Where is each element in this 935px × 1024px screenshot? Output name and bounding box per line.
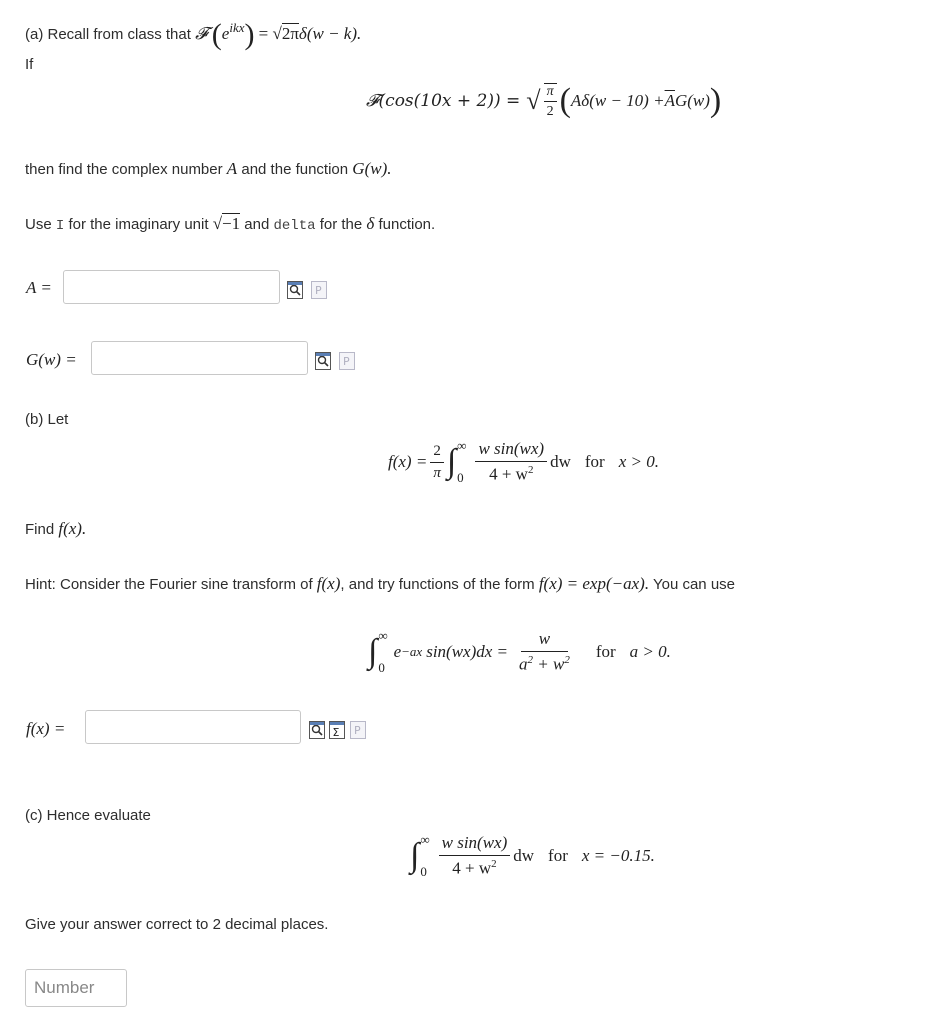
part-c-heading: (c) Hence evaluate bbox=[25, 807, 151, 824]
hint-text: Hint: Consider the Fourier sine transform of bbox=[25, 576, 313, 593]
hint-exp: −ax bbox=[401, 644, 423, 659]
then-a: A bbox=[226, 159, 238, 178]
answer-a-input[interactable] bbox=[63, 270, 280, 304]
hint-int-lower: 0 bbox=[378, 660, 385, 675]
integral-sign: ∫ bbox=[410, 837, 420, 874]
recall-exponent: ikx bbox=[229, 20, 245, 35]
label-a: A = bbox=[26, 278, 52, 297]
equation-g: G(w) bbox=[674, 91, 710, 110]
integrand-exp: 2 bbox=[527, 463, 534, 476]
use-sqrt: −1 bbox=[222, 214, 241, 233]
use-text-3: and bbox=[244, 216, 270, 233]
for-word: for bbox=[548, 846, 568, 865]
hint-numerator: w bbox=[521, 630, 568, 652]
recall-line: (a) Recall from class that 𝓕 $(e^{ikx}) = √2\pi\delta(w - k)$. bbox=[25, 18, 362, 51]
integrand-exp: 2 bbox=[491, 857, 497, 870]
recall-delta: δ(w − k). bbox=[298, 24, 362, 43]
fourier-operator: 𝓕 bbox=[195, 24, 208, 44]
hint-text-3: You can use bbox=[652, 576, 736, 593]
find-f: f(x). bbox=[58, 519, 87, 538]
int-upper: ∞ bbox=[457, 438, 467, 453]
condition: x > 0. bbox=[618, 452, 659, 471]
integrand-numerator: w sin(wx) bbox=[475, 440, 547, 462]
hint-sin: sin(wx)dx = bbox=[426, 642, 509, 661]
coef-denominator: π bbox=[433, 464, 441, 481]
decimals-instruction: Give your answer correct to 2 decimal places. bbox=[25, 916, 329, 933]
hint-int-upper: ∞ bbox=[378, 628, 388, 643]
int-upper: ∞ bbox=[420, 832, 430, 847]
sigma-icon[interactable] bbox=[329, 721, 345, 739]
use-delta: δ bbox=[366, 214, 375, 233]
svg-text:P: P bbox=[343, 355, 350, 368]
hint-cond: a > 0. bbox=[629, 642, 671, 661]
int-lower: 0 bbox=[457, 470, 464, 485]
then-text: then find the complex number bbox=[25, 161, 223, 178]
use-line: Use I for the imaginary unit √−1 and delta for the δ function. bbox=[25, 214, 436, 234]
preview-icon[interactable] bbox=[309, 721, 325, 739]
math-palette-icon[interactable] bbox=[350, 721, 366, 739]
preview-icon[interactable] bbox=[287, 281, 303, 299]
recall-text: (a) Recall from class that bbox=[25, 26, 191, 43]
label-f: f(x) = bbox=[26, 719, 66, 738]
dw: dw bbox=[550, 452, 571, 471]
hint-den-exp: 2 bbox=[527, 653, 534, 666]
svg-text:P: P bbox=[354, 724, 361, 737]
code-i: I bbox=[55, 218, 65, 234]
f-definition bbox=[388, 434, 659, 490]
coef-numerator: 2 bbox=[430, 443, 444, 463]
sqrt-numerator: π bbox=[544, 84, 557, 102]
use-text: Use bbox=[25, 216, 52, 233]
use-text-4: for the bbox=[319, 216, 363, 233]
equation-inner: Aδ(w − 10) + bbox=[570, 91, 665, 110]
dw: dw bbox=[513, 846, 535, 865]
hint-integral bbox=[368, 624, 671, 680]
hint-e: e bbox=[393, 642, 402, 661]
svg-text:P: P bbox=[315, 284, 322, 297]
equation-lhs: 𝓕(cos(10x + 2)) = bbox=[366, 91, 521, 111]
then-line bbox=[25, 159, 392, 179]
part-b-heading: (b) Let bbox=[25, 411, 69, 428]
then-mid: and the function bbox=[241, 161, 349, 178]
answer-f-input[interactable] bbox=[85, 710, 301, 744]
number-input[interactable] bbox=[25, 969, 127, 1007]
equation-abar: $\overline{A}$ bbox=[664, 91, 675, 110]
label-g: G(w) = bbox=[26, 350, 77, 369]
int-lower: 0 bbox=[420, 864, 427, 879]
integral-sign: ∫ bbox=[446, 443, 457, 480]
hint-form: f(x) = exp(−ax). bbox=[538, 574, 650, 593]
integrand-denominator: 4 + w bbox=[489, 464, 528, 484]
preview-icon[interactable] bbox=[315, 352, 331, 370]
hint-text-2: , and try functions of the form bbox=[340, 576, 535, 593]
hint-for: for bbox=[595, 642, 616, 661]
fourier-equation: 𝓕(cos(10x + 2)) = √ $\frac{\pi}{2}$ ( Aδ(w − 10) + $\overline{A}$ G(w) ) bbox=[366, 82, 722, 119]
for-word: for bbox=[584, 452, 605, 471]
then-g: G(w). bbox=[352, 159, 392, 178]
code-delta: delta bbox=[273, 218, 316, 234]
svg-text:Σ: Σ bbox=[332, 726, 340, 739]
recall-sqrt: 2π bbox=[281, 24, 299, 43]
use-text-5: function. bbox=[378, 216, 436, 233]
math-palette-icon[interactable] bbox=[339, 352, 355, 370]
if-label: If bbox=[25, 56, 34, 73]
integral-sign: ∫ bbox=[368, 633, 378, 670]
find-text: Find bbox=[25, 521, 55, 538]
use-text-2: for the imaginary unit bbox=[68, 216, 209, 233]
hint-den-tail-exp: 2 bbox=[564, 653, 570, 666]
hint-den-tail: + w bbox=[533, 654, 565, 674]
evaluate-integral bbox=[410, 828, 655, 884]
integrand-numerator: w sin(wx) bbox=[439, 834, 511, 856]
math-palette-icon[interactable] bbox=[311, 281, 327, 299]
hint-f: f(x) bbox=[316, 574, 341, 593]
f-lhs: f(x) = bbox=[388, 452, 428, 471]
condition: x = −0.15. bbox=[581, 846, 655, 865]
hint-line bbox=[25, 574, 735, 594]
answer-g-input[interactable] bbox=[91, 341, 308, 375]
hint-den: a bbox=[519, 654, 528, 674]
sqrt-denominator: 2 bbox=[546, 104, 554, 119]
find-line bbox=[25, 519, 86, 539]
integrand-denominator: 4 + w bbox=[452, 858, 492, 878]
